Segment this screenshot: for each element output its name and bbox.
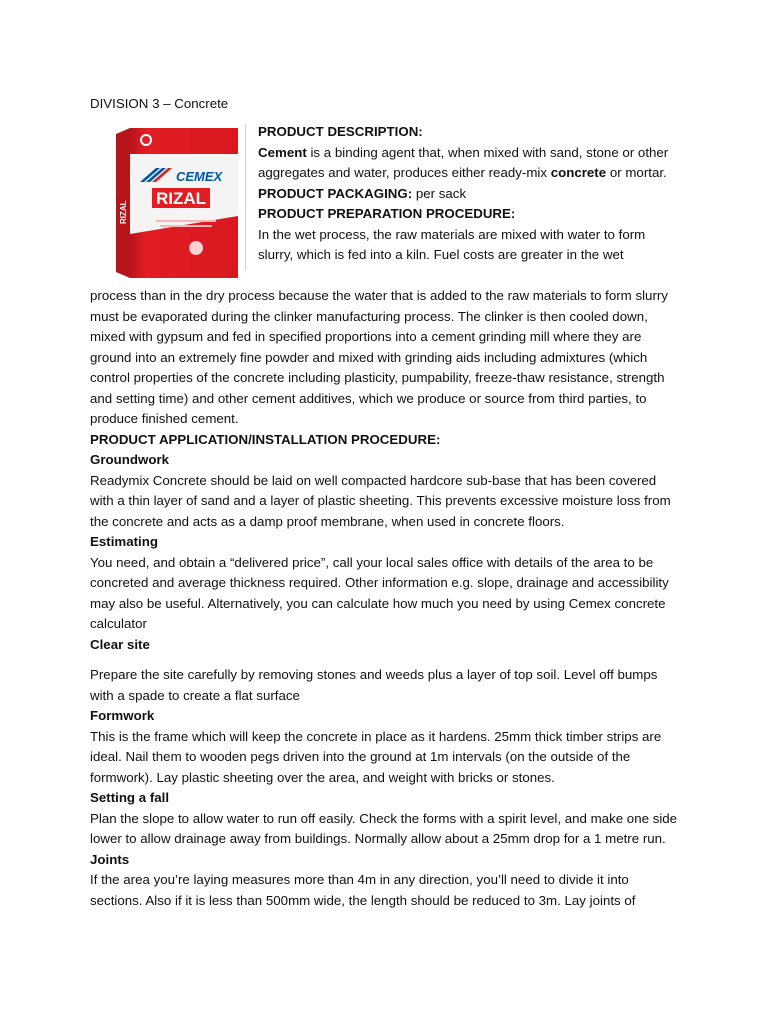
- preparation-text-top: In the wet process, the raw materials are mixed with water to form slurry, which is fed into a kiln. Fuel costs are greater in the wet: [258, 226, 646, 262]
- cement-bag-image: [112, 124, 242, 282]
- section-body-formwork: This is the frame which will keep the concrete in place as it hardens. 25mm thick timber strips are ideal. Nail them to wooden pegs driven into the ground at 1m intervals (on the outside of the formwork). Lay plastic sheeting over the area, and weight with bricks or stones.: [90, 728, 662, 785]
- column-divider: [245, 124, 246, 270]
- bag-side-text: RIZAL: [119, 200, 128, 224]
- description-bold-term: concrete: [550, 165, 607, 180]
- bag-brand-text: CEMEX: [176, 169, 223, 184]
- section-title-groundwork: Groundwork: [90, 452, 170, 467]
- section-body-setting-a-fall: Plan the slope to allow water to run off easily. Check the forms with a spirit level, and make one side lower to allow drainage away from buildings. Normally allow about a 25mm drop for a 1 metre run.: [90, 810, 678, 846]
- packaging-line: [258, 184, 678, 205]
- description-term: Cement: [258, 144, 307, 160]
- product-description-text: Cement is a binding agent that, when mixed with sand, stone or other aggregates and water, produces either ready-mix concrete or mortar.: [258, 144, 669, 180]
- product-description-heading: PRODUCT DESCRIPTION:: [258, 124, 423, 139]
- section-body-joints: If the area you’re laying measures more than 4m in any direction, you’ll need to divide it into sections. Also if it is less than 500mm wide, the length should be reduced to 3m. Lay joints of: [90, 872, 636, 908]
- section-title-setting-a-fall: Setting a fall: [90, 790, 170, 805]
- bag-product-text: RIZAL: [156, 189, 207, 208]
- application-heading: PRODUCT APPLICATION/INSTALLATION PROCEDURE:: [90, 431, 441, 447]
- preparation-text-rest: process than in the dry process because the water that is added to the raw materials to form slurry must be evaporated during the clinker manufacturing process. The clinker is then cooled down, mixed with gypsum and fed in specified proportions into a cement grinding mill where they are ground into an extremely fine powder and mixed with grinding aids including admixtures (which control properties of the concrete including plasticity, pumpability, freeze-thaw resistance, strength and setting time) and other cement additives, which we produce or source from third parties, to produce finished cement.: [90, 288, 668, 426]
- main-body: [90, 286, 680, 911]
- intro-column: [258, 122, 678, 266]
- section-title-clear-site: Clear site: [90, 636, 150, 652]
- packaging-value: per sack: [412, 185, 467, 201]
- paragraph-gap: [90, 655, 680, 665]
- division-title: DIVISION 3 – Concrete: [90, 96, 229, 111]
- section-title-formwork: Formwork: [90, 708, 155, 723]
- section-body-groundwork: Readymix Concrete should be laid on well compacted hardcore sub-base that has been covered with a thin layer of sand and a layer of plastic sheeting. This prevents excessive moisture loss from the concrete and acts as a damp proof membrane, when used in concrete floors.: [90, 472, 671, 529]
- section-body-clear-site: Prepare the site carefully by removing stones and weeds plus a layer of top soil. Level off bumps with a spade to create a flat surface: [90, 667, 658, 703]
- section-title-joints: Joints: [90, 851, 130, 867]
- section-title-estimating: Estimating: [90, 534, 158, 549]
- packaging-label: PRODUCT PACKAGING:: [258, 185, 413, 201]
- preparation-heading: PRODUCT PREPARATION PROCEDURE:: [258, 206, 516, 221]
- section-body-estimating: You need, and obtain a “delivered price”, call your local sales office with details of the area to be concreted and average thickness required. Other information e.g. slope, drainage and accessibility may also be useful. Alternatively, you can calculate how much you need by using Cemex concrete calculator: [90, 554, 669, 631]
